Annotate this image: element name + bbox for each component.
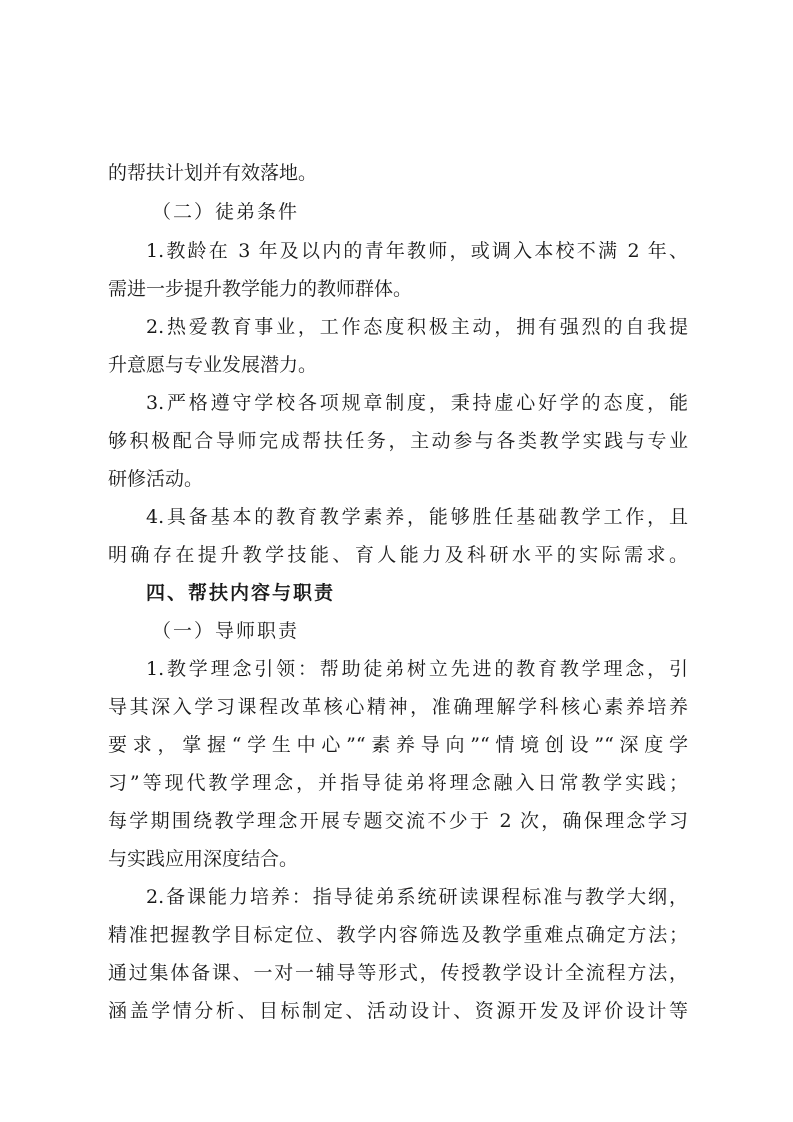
- duty-2-line-3: 通过集体备课、一对一辅导等形式，传授教学设计全流程方法，: [108, 962, 688, 984]
- condition-3-line-3: 研修活动。: [108, 468, 204, 490]
- paragraph-continuation-line: 的帮扶计划并有效落地。: [108, 162, 318, 184]
- condition-1-line-1: 1.教龄在 3 年及以内的青年教师，或调入本校不满 2 年、: [146, 240, 688, 262]
- duty-1-line-6: 与实践应用深度结合。: [108, 848, 299, 870]
- duty-1-line-3: 要求，掌握“学生中心”“素养导向”“情境创设”“深度学: [108, 734, 688, 756]
- condition-3-line-1: 3.严格遵守学校各项规章制度，秉持虚心好学的态度，能: [146, 392, 688, 414]
- section-heading-support-content: 四、帮扶内容与职责: [146, 582, 336, 604]
- subheading-apprentice-conditions: （二）徒弟条件: [152, 201, 300, 223]
- duty-2-line-4: 涵盖学情分析、目标制定、活动设计、资源开发及评价设计等: [108, 1000, 688, 1022]
- subheading-mentor-duties: （一）导师职责: [152, 620, 300, 642]
- duty-1-line-1: 1.教学理念引领：帮助徒弟树立先进的教育教学理念，引: [146, 658, 688, 680]
- condition-3-line-2: 够积极配合导师完成帮扶任务，主动参与各类教学实践与专业: [108, 430, 688, 452]
- condition-1-line-2: 需进一步提升教学能力的教师群体。: [108, 278, 413, 300]
- duty-1-line-4: 习”等现代教学理念，并指导徒弟将理念融入日常教学实践；: [108, 772, 688, 794]
- duty-2-line-1: 2.备课能力培养：指导徒弟系统研读课程标准与教学大纲，: [146, 886, 688, 908]
- condition-4-line-1: 4.具备基本的教育教学素养，能够胜任基础教学工作，且: [146, 506, 688, 528]
- condition-4-line-2: 明确存在提升教学技能、育人能力及科研水平的实际需求。: [108, 544, 688, 566]
- condition-2-line-1: 2.热爱教育事业，工作态度积极主动，拥有强烈的自我提: [146, 316, 688, 338]
- duty-1-line-2: 导其深入学习课程改革核心精神，准确理解学科核心素养培养: [108, 696, 688, 718]
- duty-2-line-2: 精准把握教学目标定位、教学内容筛选及教学重难点确定方法；: [108, 924, 688, 946]
- duty-1-line-5: 每学期围绕教学理念开展专题交流不少于 2 次，确保理念学习: [108, 810, 688, 832]
- condition-2-line-2: 升意愿与专业发展潜力。: [108, 354, 318, 376]
